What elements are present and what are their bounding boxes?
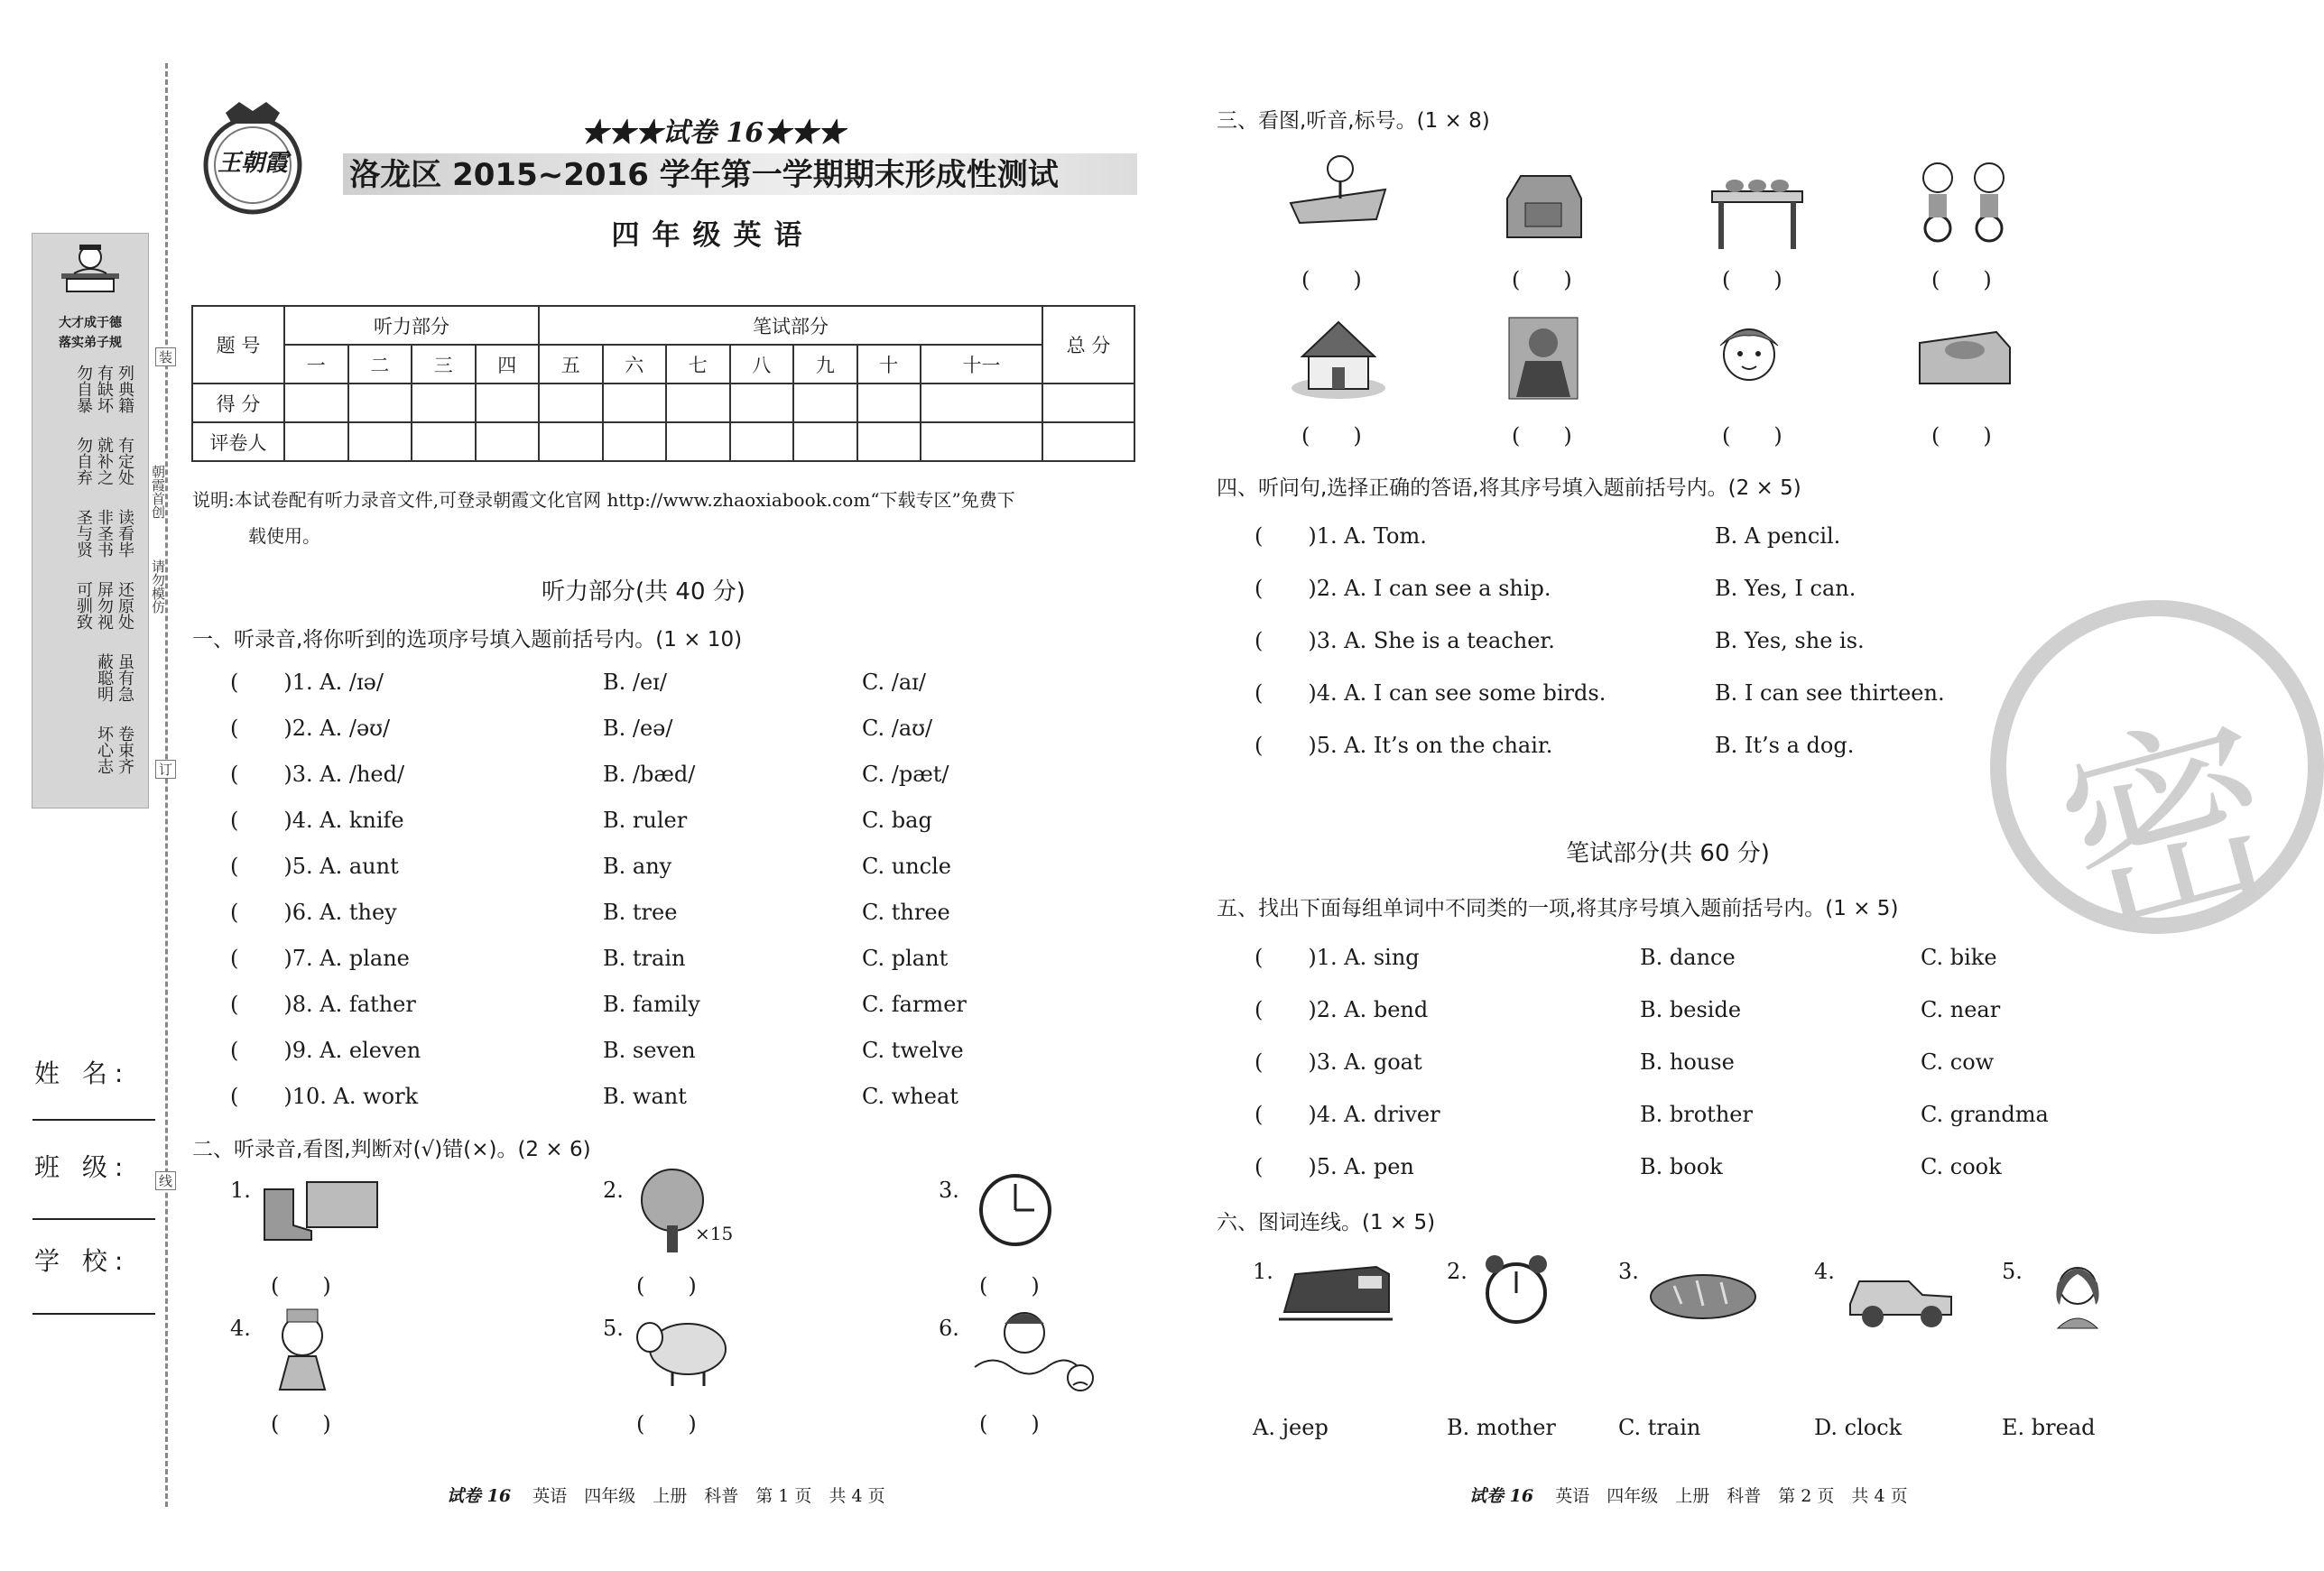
part2-title: 二、听录音,看图,判断对(√)错(×)。(2 × 6) <box>192 1138 591 1161</box>
motto-column: 就补之 <box>95 437 114 485</box>
option-b: B. family <box>603 992 700 1017</box>
bread-icon <box>1647 1268 1760 1322</box>
answer-bracket[interactable]: ( ) <box>979 1273 1040 1298</box>
option-c: C. cow <box>1921 1049 1995 1075</box>
list-item <box>230 854 951 879</box>
list-item <box>230 1038 964 1063</box>
tree-count: ×15 <box>695 1223 734 1244</box>
clock-icon <box>977 1171 1054 1249</box>
answer-bracket[interactable]: ( ) <box>271 1411 331 1437</box>
score-cell[interactable] <box>412 384 476 422</box>
table-header-cell: 五 <box>539 345 603 384</box>
listening-section-title: 听力部分(共 40 分) <box>542 578 745 605</box>
option-c: C. uncle <box>862 854 951 879</box>
motto-column: 勿自弃 <box>74 437 93 485</box>
answer-bracket[interactable]: ( ) <box>1512 423 1572 448</box>
table-header-cell: 八 <box>730 345 794 384</box>
school-field[interactable] <box>32 1313 155 1315</box>
motto-title-1: 大才成于德 <box>59 316 122 330</box>
paper-number: ★★★试卷 16★★★ <box>580 117 846 149</box>
word-option: D. clock <box>1814 1415 1903 1440</box>
footer-paper-no: 试卷 16 <box>447 1486 512 1506</box>
list-item <box>230 762 949 787</box>
list-item <box>1255 733 1855 758</box>
answer-bracket[interactable]: ( ) <box>636 1411 697 1437</box>
table-header-cell: 笔试部分 <box>539 306 1042 345</box>
option-b: B. want <box>603 1084 687 1109</box>
name-field[interactable] <box>32 1119 155 1121</box>
option-b: B. house <box>1640 1049 1735 1075</box>
speedboat-icon <box>1286 149 1394 235</box>
motto-column: 读看毕 <box>116 509 134 558</box>
option-a: )1. A. Tom. <box>1308 523 1427 549</box>
score-cell[interactable] <box>284 384 348 422</box>
word-option: B. mother <box>1447 1415 1556 1440</box>
part6-title: 六、图词连线。(1 × 5) <box>1217 1211 1436 1234</box>
answer-bracket[interactable]: ( ) <box>636 1273 697 1298</box>
girl-face-icon <box>1708 314 1789 400</box>
grader-cell[interactable] <box>412 422 476 461</box>
option-c: C. /pæt/ <box>862 762 949 787</box>
answer-bracket[interactable]: ( ) <box>1512 267 1572 292</box>
option-c: C. plant <box>862 946 949 971</box>
open-paren: ( <box>1255 628 1264 653</box>
table-header-cell: 六 <box>603 345 667 384</box>
option-a: )10. A. work <box>283 1084 419 1109</box>
option-b: B. Yes, I can. <box>1715 576 1856 601</box>
motto-column: 可驯致 <box>74 581 93 630</box>
word-option: C. train <box>1618 1415 1701 1440</box>
open-paren: ( <box>230 716 239 741</box>
boots-box-icon <box>257 1171 384 1243</box>
part4-title: 四、听问句,选择正确的答语,将其序号填入题前括号内。(2 × 5) <box>1217 476 1801 500</box>
binding-dashed-line <box>165 63 168 1507</box>
table-header-cell: 十一 <box>921 345 1042 384</box>
option-a: )3. A. She is a teacher. <box>1308 628 1555 653</box>
table-row-label: 评卷人 <box>192 422 284 461</box>
option-c: C. bike <box>1921 945 1997 970</box>
option-b: B. seven <box>603 1038 696 1063</box>
grader-cell[interactable] <box>476 422 540 461</box>
option-c: C. three <box>862 900 950 925</box>
open-paren: ( <box>1255 945 1264 970</box>
option-c: C. wheat <box>862 1084 958 1109</box>
list-item <box>1255 576 1856 601</box>
answer-bracket[interactable]: ( ) <box>979 1411 1040 1437</box>
option-a: )1. A. /ɪə/ <box>283 670 384 695</box>
sheep-icon <box>632 1308 731 1390</box>
table-header-cell: 二 <box>348 345 412 384</box>
option-b: B. book <box>1640 1154 1723 1179</box>
motto-title-2: 落实弟子规 <box>59 336 122 350</box>
item-number: 3. <box>1618 1259 1639 1284</box>
motto-column: 蔽聪明 <box>95 653 114 702</box>
class-field[interactable] <box>32 1218 155 1220</box>
open-paren: ( <box>230 762 239 787</box>
list-item <box>230 670 926 695</box>
option-b: B. train <box>603 946 686 971</box>
class-label: 班 级: <box>34 1152 131 1182</box>
score-cell[interactable] <box>857 384 921 422</box>
item-number: 4. <box>230 1316 251 1341</box>
page-footer <box>447 1483 885 1507</box>
option-a: )2. A. bend <box>1308 997 1429 1022</box>
option-a: )5. A. It’s on the chair. <box>1308 733 1553 758</box>
motto-column: 坏心志 <box>95 725 114 774</box>
option-b: B. A pencil. <box>1715 523 1841 549</box>
motto-column: 列典籍 <box>116 365 134 413</box>
open-paren: ( <box>230 1038 239 1063</box>
answer-bracket[interactable]: ( ) <box>1301 267 1362 292</box>
open-paren: ( <box>1255 1049 1264 1075</box>
stamp-char: 密 <box>2037 686 2301 973</box>
motto-column: 虽有急 <box>116 653 134 702</box>
list-item <box>230 900 950 925</box>
motto-panel <box>32 233 149 809</box>
vertical-note-1: 朝霞首创 <box>150 465 166 519</box>
list-item <box>1255 945 1997 970</box>
open-paren: ( <box>1255 680 1264 706</box>
table-header-cell: 一 <box>284 345 348 384</box>
score-cell[interactable] <box>730 384 794 422</box>
list-item <box>230 808 932 833</box>
open-paren: ( <box>1255 1102 1264 1127</box>
grader-cell[interactable] <box>666 422 730 461</box>
table-header-cell: 听力部分 <box>284 306 539 345</box>
item-number: 5. <box>2002 1259 2023 1284</box>
item-number: 4. <box>1814 1259 1835 1284</box>
footer-info: 英语 四年级 上册 科普 第 1 页 共 4 页 <box>532 1486 885 1506</box>
alarm-clock-icon <box>1480 1250 1552 1331</box>
table-header-cell: 三 <box>412 345 476 384</box>
seal-mark: 线 <box>155 1171 176 1190</box>
motto-column: 有定处 <box>116 437 134 485</box>
vertical-note-2: 请勿模仿 <box>150 559 166 614</box>
table-header-cell: 题 号 <box>192 306 284 384</box>
list-item <box>230 992 967 1017</box>
option-a: )2. A. /əʊ/ <box>283 716 391 741</box>
option-c: C. twelve <box>862 1038 964 1063</box>
score-cell[interactable] <box>476 384 540 422</box>
grader-cell[interactable] <box>730 422 794 461</box>
score-cell[interactable] <box>921 384 1042 422</box>
writing-section-title: 笔试部分(共 60 分) <box>1566 840 1770 867</box>
option-c: C. grandma <box>1921 1102 2049 1127</box>
open-paren: ( <box>230 900 239 925</box>
mother-icon <box>2042 1254 2114 1331</box>
list-item <box>230 946 949 971</box>
seal-mark: 订 <box>155 760 176 779</box>
answer-bracket[interactable]: ( ) <box>1931 423 1992 448</box>
open-paren: ( <box>230 808 239 833</box>
option-b: B. Yes, she is. <box>1715 628 1865 653</box>
scholar-figure-icon <box>52 241 128 297</box>
motto-column: 圣与贤 <box>74 509 93 558</box>
box-icon <box>1915 325 2014 393</box>
motto-column: 还原处 <box>116 581 134 630</box>
motto-column: 勿自暴 <box>74 365 93 413</box>
grader-cell[interactable] <box>603 422 667 461</box>
option-a: )7. A. plane <box>283 946 410 971</box>
list-item <box>1255 680 1945 706</box>
grader-cell[interactable] <box>539 422 603 461</box>
seal-mark: 装 <box>155 347 176 366</box>
part3-title: 三、看图,听音,标号。(1 × 8) <box>1217 109 1490 133</box>
word-option: E. bread <box>2002 1415 2096 1440</box>
list-item <box>230 716 933 741</box>
list-item <box>1255 523 1841 549</box>
motto-column: 非圣书 <box>95 509 114 558</box>
score-cell[interactable] <box>539 384 603 422</box>
motto-column: 有缺坏 <box>95 365 114 413</box>
item-number: 2. <box>603 1178 624 1203</box>
answer-bracket[interactable]: ( ) <box>1722 423 1782 448</box>
option-c: C. /aɪ/ <box>862 670 926 695</box>
page-footer <box>1469 1483 1908 1507</box>
item-number: 1. <box>1253 1259 1273 1284</box>
footer-info: 英语 四年级 上册 科普 第 2 页 共 4 页 <box>1555 1486 1908 1506</box>
open-paren: ( <box>1255 997 1264 1022</box>
open-paren: ( <box>1255 523 1264 549</box>
table-header-cell: 四 <box>476 345 540 384</box>
option-b: B. I can see thirteen. <box>1715 680 1945 706</box>
open-paren: ( <box>230 854 239 879</box>
option-b: B. any <box>603 854 672 879</box>
score-cell[interactable] <box>793 384 857 422</box>
nurse-icon <box>262 1304 343 1394</box>
notice-line: 载使用。 <box>248 525 320 547</box>
grader-cell[interactable] <box>284 422 348 461</box>
option-a: )2. A. I can see a ship. <box>1308 576 1551 601</box>
option-a: )3. A. /hed/ <box>283 762 405 787</box>
word-option: A. jeep <box>1253 1415 1329 1440</box>
list-item <box>1255 628 1865 653</box>
option-a: )5. A. aunt <box>283 854 399 879</box>
list-item <box>1255 1154 2002 1179</box>
footer-paper-no: 试卷 16 <box>1469 1486 1534 1506</box>
option-b: B. ruler <box>603 808 688 833</box>
part5-title: 五、找出下面每组单词中不同类的一项,将其序号填入题前括号内。(1 × 5) <box>1217 897 1899 920</box>
option-b: B. /bæd/ <box>603 762 696 787</box>
schoolbag-icon <box>1498 167 1588 248</box>
score-cell[interactable] <box>603 384 667 422</box>
grader-cell[interactable] <box>921 422 1042 461</box>
exam-subtitle: 四年级英语 <box>611 219 815 252</box>
score-cell[interactable] <box>666 384 730 422</box>
option-a: )8. A. father <box>283 992 416 1017</box>
item-number: 6. <box>939 1316 959 1341</box>
table-header-cell: 九 <box>793 345 857 384</box>
option-a: )3. A. goat <box>1308 1049 1422 1075</box>
option-b: B. /eə/ <box>603 716 673 741</box>
motto-column: 卷束齐 <box>116 725 134 774</box>
open-paren: ( <box>1255 1154 1264 1179</box>
grader-cell[interactable] <box>348 422 412 461</box>
score-cell[interactable] <box>1042 384 1134 422</box>
open-paren: ( <box>1255 733 1264 758</box>
option-b: B. dance <box>1640 945 1736 970</box>
confidential-stamp <box>1990 600 2324 973</box>
open-paren: ( <box>1255 576 1264 601</box>
house-icon <box>1289 311 1393 402</box>
grader-cell[interactable] <box>857 422 921 461</box>
cycling-animals-icon <box>1915 158 2014 248</box>
answer-bracket[interactable]: ( ) <box>1301 423 1362 448</box>
exam-title: 洛龙区 2015~2016 学年第一学期期末形成性测试 <box>349 157 1059 193</box>
item-number: 2. <box>1447 1259 1468 1284</box>
list-item <box>1255 1049 1995 1075</box>
jeep-icon <box>1841 1259 1958 1331</box>
option-a: )5. A. pen <box>1308 1154 1414 1179</box>
option-b: B. /eɪ/ <box>603 670 667 695</box>
school-label: 学 校: <box>34 1246 131 1276</box>
open-paren: ( <box>230 992 239 1017</box>
motto-column: 屏勿视 <box>95 581 114 630</box>
answer-bracket[interactable]: ( ) <box>1722 267 1782 292</box>
option-b: B. tree <box>603 900 678 925</box>
answer-bracket[interactable]: ( ) <box>1931 267 1992 292</box>
grader-cell[interactable] <box>1042 422 1134 461</box>
option-c: C. farmer <box>862 992 967 1017</box>
option-a: )9. A. eleven <box>283 1038 421 1063</box>
option-c: C. /aʊ/ <box>862 716 933 741</box>
table-icon <box>1708 171 1807 253</box>
option-a: )4. A. I can see some birds. <box>1308 680 1606 706</box>
item-number: 1. <box>230 1178 251 1203</box>
option-a: )1. A. sing <box>1308 945 1420 970</box>
table-header-cell: 十 <box>857 345 921 384</box>
score-cell[interactable] <box>348 384 412 422</box>
option-b: B. beside <box>1640 997 1742 1022</box>
open-paren: ( <box>230 946 239 971</box>
option-b: B. brother <box>1640 1102 1753 1127</box>
item-number: 3. <box>939 1178 959 1203</box>
option-a: )6. A. they <box>283 900 397 925</box>
notice-line: 说明:本试卷配有听力录音文件,可登录朝霞文化官网 http://www.zhaoxiabook.com“下载专区”免费下 <box>192 489 1015 511</box>
soldier-photo-icon <box>1507 316 1579 402</box>
table-header-cell: 七 <box>666 345 730 384</box>
open-paren: ( <box>230 1084 239 1109</box>
list-item <box>1255 1102 2049 1127</box>
train-icon <box>1277 1256 1394 1324</box>
item-number: 5. <box>603 1316 624 1341</box>
option-a: )4. A. knife <box>283 808 404 833</box>
grader-cell[interactable] <box>793 422 857 461</box>
list-item <box>1255 997 2001 1022</box>
answer-bracket[interactable]: ( ) <box>271 1273 331 1298</box>
list-item <box>230 1084 958 1109</box>
score-table <box>191 305 1135 462</box>
option-c: C. cook <box>1921 1154 2002 1179</box>
option-b: B. It’s a dog. <box>1715 733 1855 758</box>
option-a: )4. A. driver <box>1308 1102 1440 1127</box>
open-paren: ( <box>230 670 239 695</box>
part1-title: 一、听录音,将你听到的选项序号填入题前括号内。(1 × 10) <box>192 628 743 652</box>
brand-name: 王朝霞 <box>217 150 288 177</box>
swimming-boy-icon <box>970 1304 1101 1394</box>
table-row-label: 得 分 <box>192 384 284 422</box>
option-c: C. near <box>1921 997 2001 1022</box>
name-label: 姓 名: <box>34 1058 131 1088</box>
notice <box>192 482 1140 554</box>
table-header-cell: 总 分 <box>1042 306 1134 384</box>
option-c: C. bag <box>862 808 932 833</box>
